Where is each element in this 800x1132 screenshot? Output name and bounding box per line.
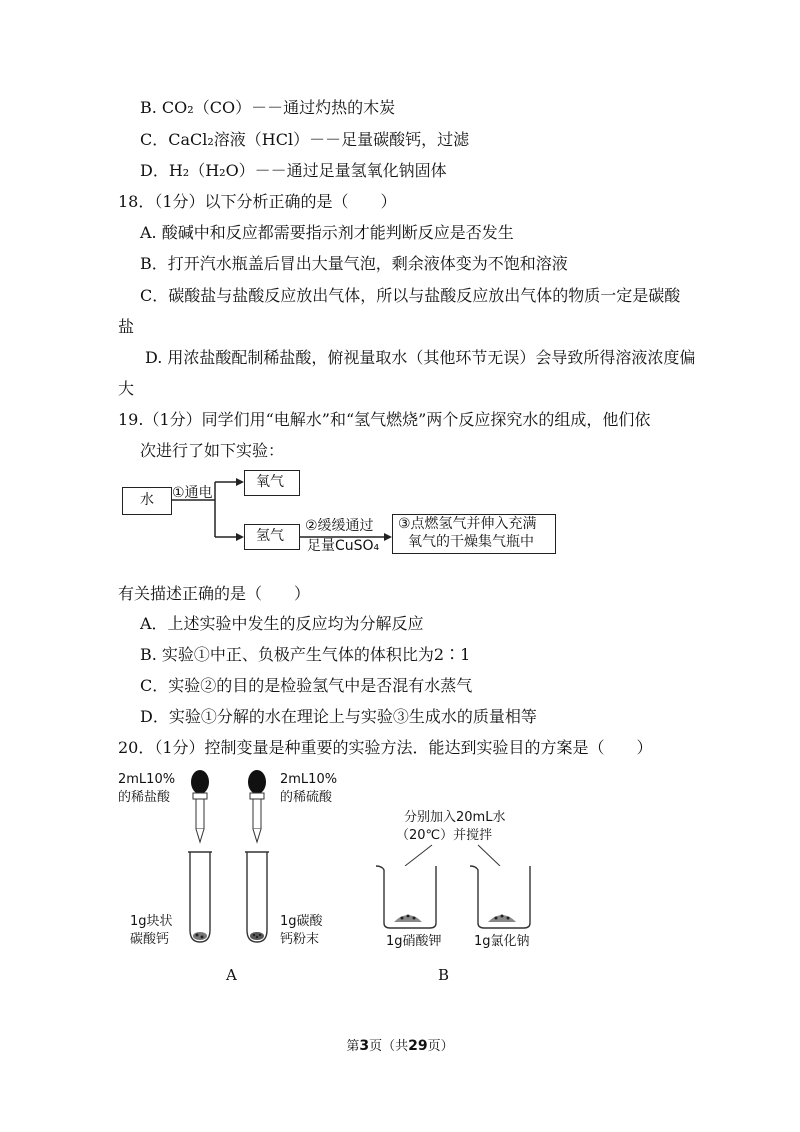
q18-option-a: A. 酸碱中和反应都需要指示剂才能判断反应是否发生 — [140, 223, 514, 242]
label-hcl-line1: 2mL10% — [118, 772, 176, 787]
footer-total-pages: 29 — [408, 1038, 428, 1054]
q19-option-b: B. 实验①中正、负极产生气体的体积比为2∶1 — [140, 645, 471, 664]
q19-stem-line1: 19.（1分）同学们用“电解水”和“氢气燃烧”两个反应探究水的组成，他们依 — [118, 410, 651, 429]
q19-option-d: D．实验①分解的水在理论上与实验③生成水的质量相等 — [140, 707, 537, 726]
label-beaker1: 1g硝酸钾 — [386, 934, 442, 949]
q19-stem-line2: 次进行了如下实验： — [140, 441, 285, 460]
note-water-line2: （20℃）并搅拌 — [396, 828, 493, 843]
footer-prefix: 第 — [346, 1039, 360, 1054]
water-label: 水 — [140, 492, 154, 508]
step2-label-line1: ②缓缓通过 — [305, 518, 374, 534]
label-h2so4-line2: 的稀硫酸 — [280, 790, 333, 805]
q17-option-b: B. CO₂（CO）－－通过灼热的木炭 — [140, 98, 396, 117]
step3-label-line1: ③点燃氢气并伸入充满 — [398, 516, 537, 532]
q18-stem: 18．（1分）以下分析正确的是（ ） — [118, 192, 397, 211]
label-tube2-line1: 1g碳酸 — [280, 914, 323, 929]
beaker-2-icon — [470, 866, 530, 928]
beaker-1-icon — [376, 866, 436, 928]
q18-option-b: B．打开汽水瓶盖后冒出大量气泡，剩余液体变为不饱和溶液 — [140, 254, 568, 273]
footer-suffix: 页） — [427, 1039, 454, 1054]
q17-option-c: C．CaCl₂溶液（HCl）－－足量碳酸钙，过滤 — [140, 130, 470, 149]
step3-label-line2: 氧气的干燥集气瓶中 — [408, 534, 534, 550]
footer-page-number: 3 — [359, 1038, 370, 1054]
label-hcl-line2: 的稀盐酸 — [118, 790, 171, 805]
q19-prompt: 有关描述正确的是（ ） — [118, 584, 311, 603]
q18-option-c-line1: C．碳酸盐与盐酸反应放出气体，所以与盐酸反应放出气体的物质一定是碳酸 — [140, 286, 681, 305]
page-footer — [0, 1035, 800, 1054]
hydrogen-label: 氢气 — [256, 528, 284, 544]
step2-label-line2: 足量CuSO₄ — [307, 538, 380, 554]
q17-option-d: D．H₂（H₂O）－－通过足量氢氧化钠固体 — [140, 161, 447, 180]
note-water-line1: 分别加入20mL水 — [404, 810, 506, 825]
label-tube1-line2: 碳酸钙 — [130, 932, 170, 947]
q19-option-a: A．上述实验中发生的反应均为分解反应 — [140, 614, 424, 633]
step1-label: ①通电 — [172, 485, 213, 501]
q18-option-d-line2: 大 — [118, 379, 135, 398]
label-beaker2: 1g氯化钠 — [474, 934, 530, 949]
footer-middle: 页（共 — [369, 1039, 409, 1054]
q19-option-c: C．实验②的目的是检验氢气中是否混有水蒸气 — [140, 676, 473, 695]
q20-stem: 20．（1分）控制变量是种重要的实验方法．能达到实验目的方案是（ ） — [118, 738, 653, 757]
figure-a-caption: A — [226, 966, 237, 984]
oxygen-label: 氧气 — [256, 474, 284, 490]
label-tube1-line1: 1g块状 — [130, 914, 173, 929]
figure-b-caption: B — [438, 966, 450, 984]
label-h2so4-line1: 2mL10% — [280, 772, 338, 787]
label-tube2-line2: 钙粉末 — [280, 932, 320, 947]
q18-option-d-line1: D. 用浓盐酸配制稀盐酸，俯视量取水（其他环节无误）会导致所得溶液浓度偏 — [145, 348, 696, 367]
q18-option-c-line2: 盐 — [118, 317, 135, 336]
